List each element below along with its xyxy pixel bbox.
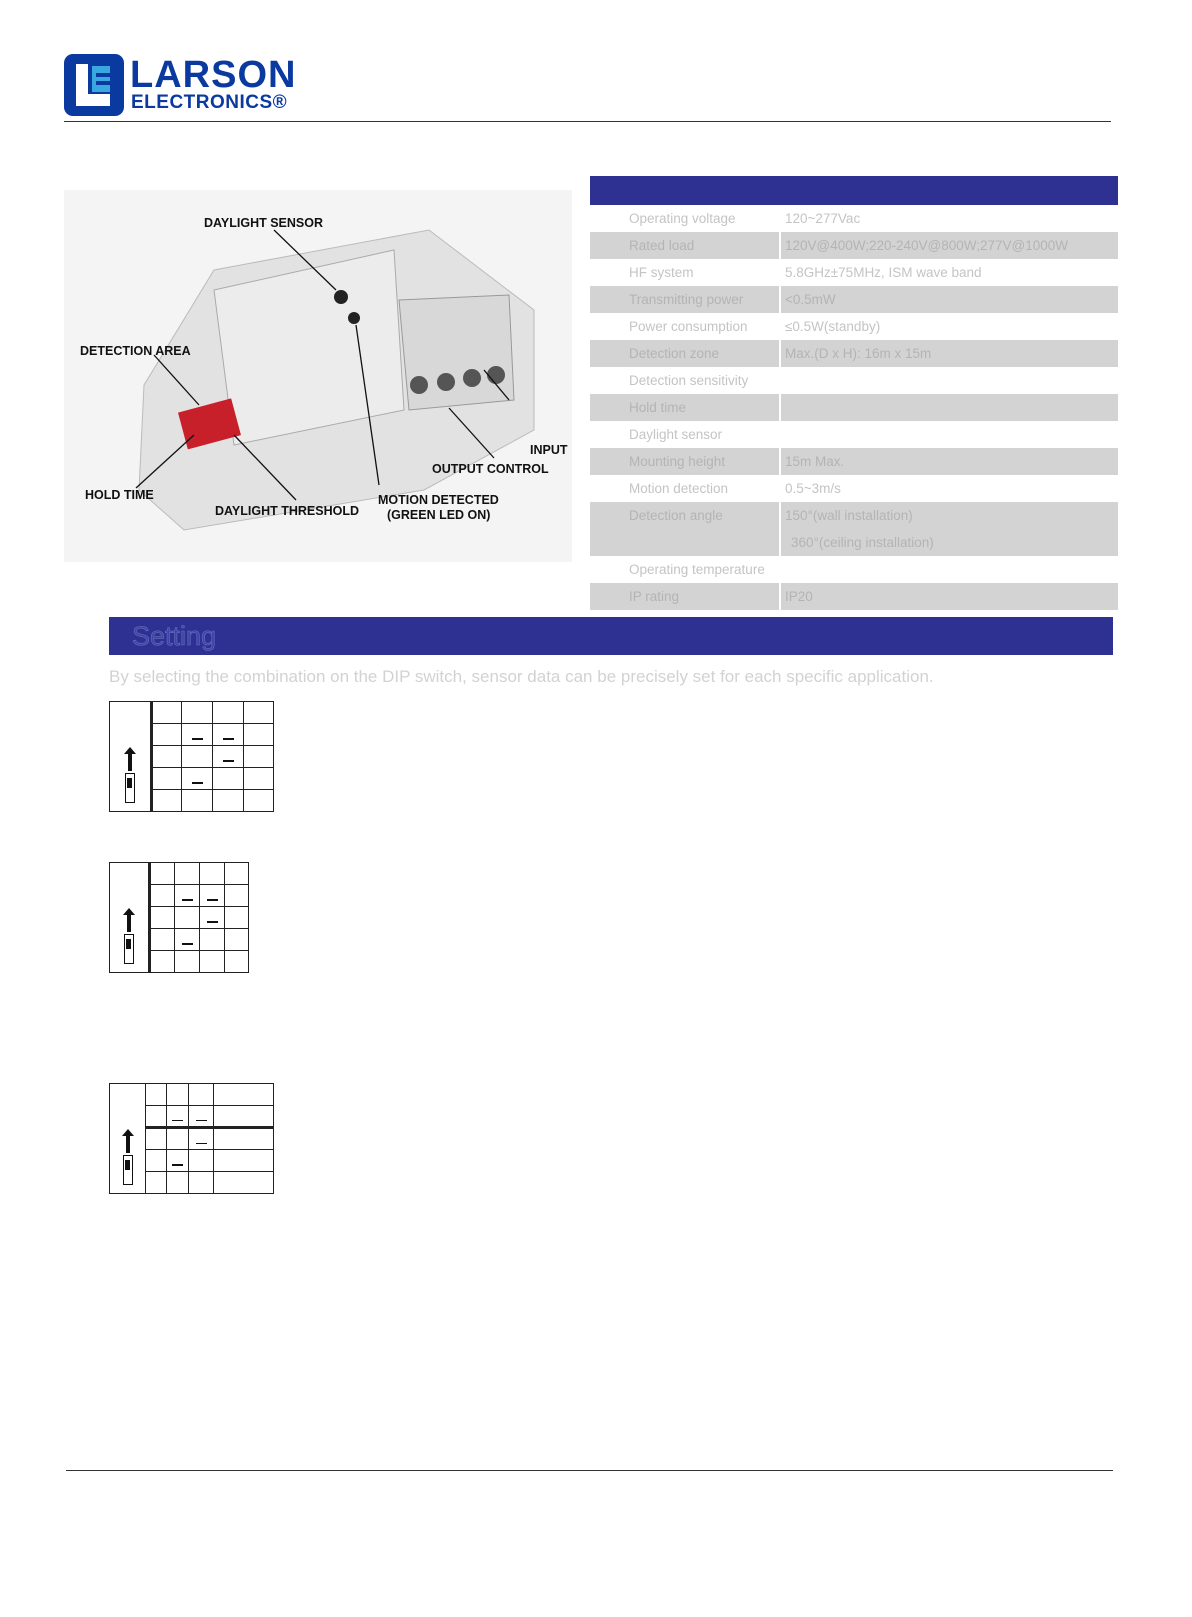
label-detection-area: DETECTION AREA <box>80 344 191 358</box>
spec-row <box>590 502 1118 556</box>
spec-value: 150°(wall installation) 360°(ceiling installation) <box>785 508 934 550</box>
spec-value <box>781 556 1118 583</box>
spec-label: Transmitting power <box>590 286 781 313</box>
spec-table-header <box>590 176 1118 205</box>
footer-divider <box>66 1470 1113 1471</box>
spec-label: Mounting height <box>590 448 781 475</box>
spec-row <box>590 556 1118 583</box>
label-hold-time: HOLD TIME <box>85 488 154 502</box>
spec-row <box>590 367 1118 394</box>
dip-switch-icon <box>123 1155 133 1185</box>
spec-value: IP20 <box>785 589 813 604</box>
spec-label: Power consumption <box>590 313 781 340</box>
header-divider <box>64 121 1111 122</box>
spec-row <box>590 448 1118 475</box>
label-daylight-sensor: DAYLIGHT SENSOR <box>204 216 324 230</box>
setting-section-title: Setting <box>109 617 1113 655</box>
spec-row <box>590 286 1118 313</box>
label-green-led: (GREEN LED ON) <box>387 508 491 522</box>
spec-row <box>590 421 1118 448</box>
logo-subtext: ELECTRONICS® <box>131 92 288 113</box>
spec-label: Operating voltage <box>590 205 781 232</box>
spec-row <box>590 205 1118 232</box>
dip-table-1 <box>109 701 274 812</box>
spec-row <box>590 475 1118 502</box>
spec-row <box>590 313 1118 340</box>
spec-value: 120V@400W;220-240V@800W;277V@1000W <box>785 238 1069 253</box>
spec-value: 5.8GHz±75MHz, ISM wave band <box>785 265 982 280</box>
logo-text: LARSON <box>130 54 297 96</box>
spec-label: Hold time <box>590 394 781 421</box>
spec-row <box>590 394 1118 421</box>
spec-value: Max.(D x H): 16m x 15m <box>785 346 932 361</box>
spec-value: 15m Max. <box>785 454 845 469</box>
dip-table-2 <box>109 862 249 973</box>
spec-label: Detection zone <box>590 340 781 367</box>
dip-switch-icon <box>125 773 135 803</box>
spec-label: Detection angle <box>590 502 781 556</box>
spec-value <box>781 367 1118 394</box>
setting-description: By selecting the combination on the DIP switch, sensor data can be precisely set for each specific application. <box>109 667 934 686</box>
spec-label: Motion detection <box>590 475 781 502</box>
spec-row <box>590 583 1118 610</box>
spec-row <box>590 340 1118 367</box>
spec-row <box>590 259 1118 286</box>
dip-table-3 <box>109 1083 274 1194</box>
logo-mark <box>64 54 124 116</box>
spec-value: ≤0.5W(standby) <box>785 319 881 334</box>
label-input: INPUT <box>530 443 568 457</box>
spec-value <box>781 394 1118 421</box>
spec-label: Daylight sensor <box>590 421 781 448</box>
spec-label: Operating temperature <box>590 556 781 583</box>
spec-value: 0.5~3m/s <box>785 481 841 496</box>
spec-table <box>590 176 1118 610</box>
spec-value <box>781 421 1118 448</box>
spec-label: Detection sensitivity <box>590 367 781 394</box>
spec-label: IP rating <box>590 583 781 610</box>
spec-value: 120~277Vac <box>785 211 861 226</box>
label-daylight-threshold: DAYLIGHT THRESHOLD <box>215 504 359 518</box>
spec-row <box>590 232 1118 259</box>
spec-value: <0.5mW <box>785 292 836 307</box>
dip-switch-icon <box>124 934 134 964</box>
product-photo <box>64 190 572 562</box>
label-motion-detected: MOTION DETECTED <box>378 493 499 507</box>
label-output-control: OUTPUT CONTROL <box>432 462 549 476</box>
spec-label: Rated load <box>590 232 781 259</box>
spec-label: HF system <box>590 259 781 286</box>
